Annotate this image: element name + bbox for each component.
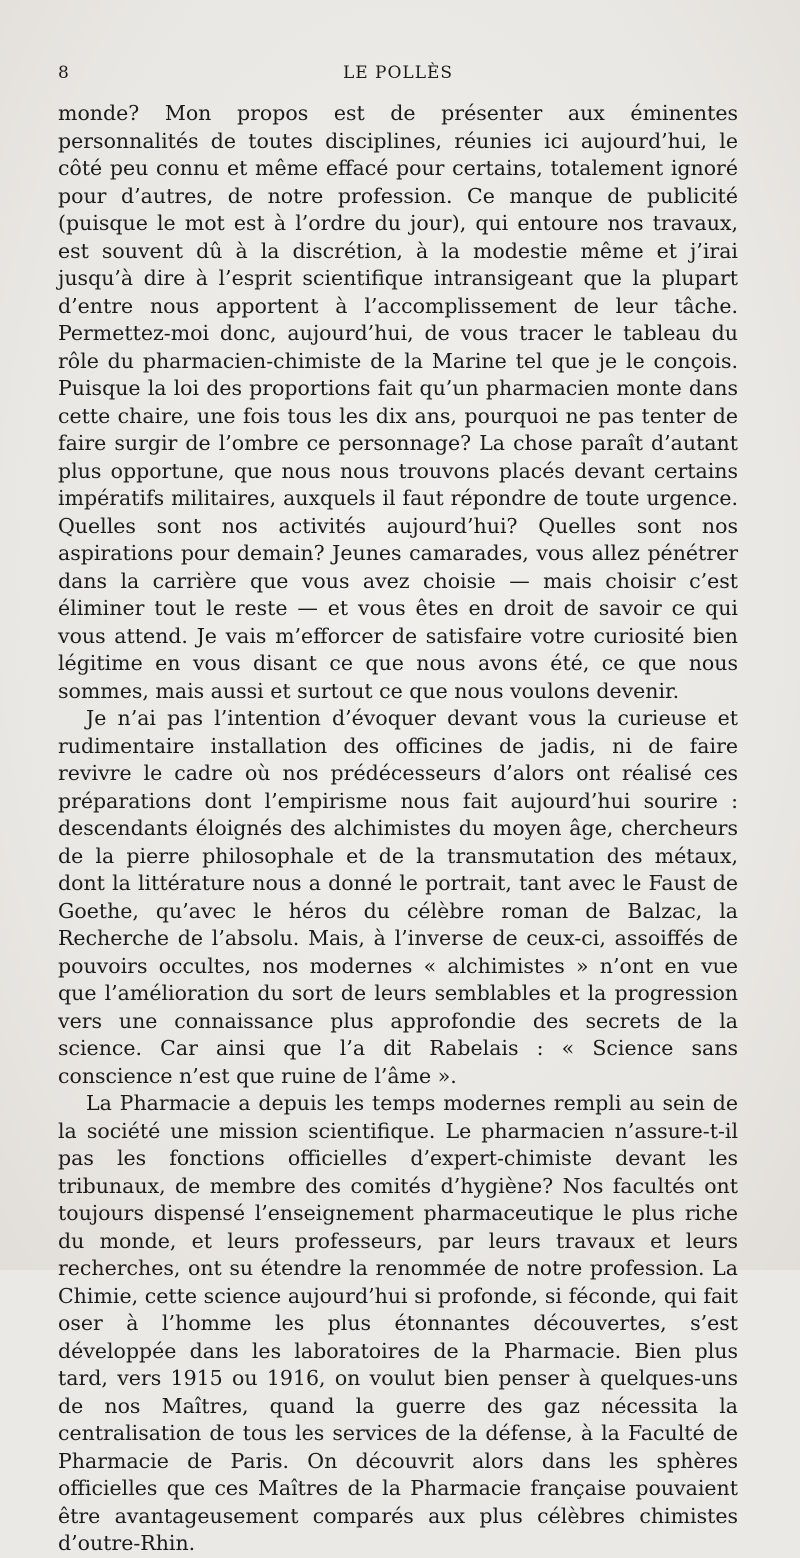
- page-header: [58, 58, 738, 88]
- paragraph-2: Je n’ai pas l’intention d’évoquer devant vous la curieuse et rudimentaire installation des officines de jadis, ni de faire revivre le cadre où nos prédécesseurs d’alors ont réalisé ces préparations dont l’empirisme nous fait aujourd’hui sourire : descendants éloignés des alchimistes du moyen âge, chercheurs de la pierre philosophale et de la transmutation des métaux, dont la littérature nous a donné le portrait, tant avec le Faust de Goethe, qu’avec le héros du célèbre roman de Balzac, la Recherche de l’absolu. Mais, à l’inverse de ceux-ci, assoiffés de pouvoirs occultes, nos modernes « alchimistes » n’ont en vue que l’amélioration du sort de leurs semblables et la progression vers une connaissance plus approfondie des secrets de la science. Car ainsi que l’a dit Rabelais : « Science sans conscience n’est que ruine de l’âme ».: [58, 706, 738, 1088]
- paragraph-3: La Pharmacie a depuis les temps modernes rempli au sein de la société une mission scientifique. Le pharmacien n’assure-t-il pas les fonctions officielles d’expert-chimiste devant les tribunaux, de membre des comités d’hygiène? Nos facultés ont toujours dispensé l’enseignement pharmaceutique le plus riche du monde, et leurs professeurs, par leurs travaux et leurs recherches, ont su étendre la renommée de notre profession. La Chimie, cette science aujourd’hui si profonde, si féconde, qui fait oser à l’homme les plus étonnantes découvertes, s’est développée dans les laboratoires de la Pharmacie. Bien plus tard, vers 1915 ou 1916, on voulut bien penser à quelques-uns de nos Maîtres, quand la guerre des gaz nécessita la centralisation de tous les services de la défense, à la Faculté de Pharmacie de Paris. On découvrit alors dans les sphères officielles que ces Maîtres de la Pharmacie française pouvaient être avantageusement comparés aux plus célèbres chimistes d’outre-Rhin.: [58, 1091, 738, 1555]
- body-text: [58, 100, 738, 1558]
- margin-marks: [4, 760, 16, 860]
- paragraph-1: monde? Mon propos est de présenter aux éminentes personnalités de toutes disciplines, réunies ici aujourd’hui, le côté peu connu et même effacé pour certains, totalement ignoré pour d’autres, de notre profession. Ce manque de publicité (puisque le mot est à l’ordre du jour), qui entoure nos travaux, est souvent dû à la discrétion, à la modestie même et j’irai jusqu’à dire à l’esprit scientifique intransigeant que la plupart d’entre nous apportent à l’accomplissement de leur tâche. Permettez-moi donc, aujourd’hui, de vous tracer le tableau du rôle du pharmacien-chimiste de la Marine tel que je le conçois. Puisque la loi des proportions fait qu’un pharmacien monte dans cette chaire, une fois tous les dix ans, pourquoi ne pas tenter de faire surgir de l’ombre ce personnage? La chose paraît d’autant plus opportune, que nous nous trouvons placés devant certains impératifs militaires, auxquels il faut répondre de toute urgence. Quelles sont nos activités aujourd’hui? Quelles sont nos aspirations pour demain? Jeunes camarades, vous allez pénétrer dans la carrière que vous avez choisie — mais choisir c’est éliminer tout le reste — et vous êtes en droit de savoir ce qui vous attend. Je vais m’efforcer de satisfaire votre curiosité bien légitime en vous disant ce que nous avons été, ce que nous sommes, mais aussi et surtout ce que nous voulons devenir.: [58, 101, 738, 703]
- page-number: 8: [58, 63, 69, 83]
- running-title: LE POLLÈS: [342, 63, 454, 83]
